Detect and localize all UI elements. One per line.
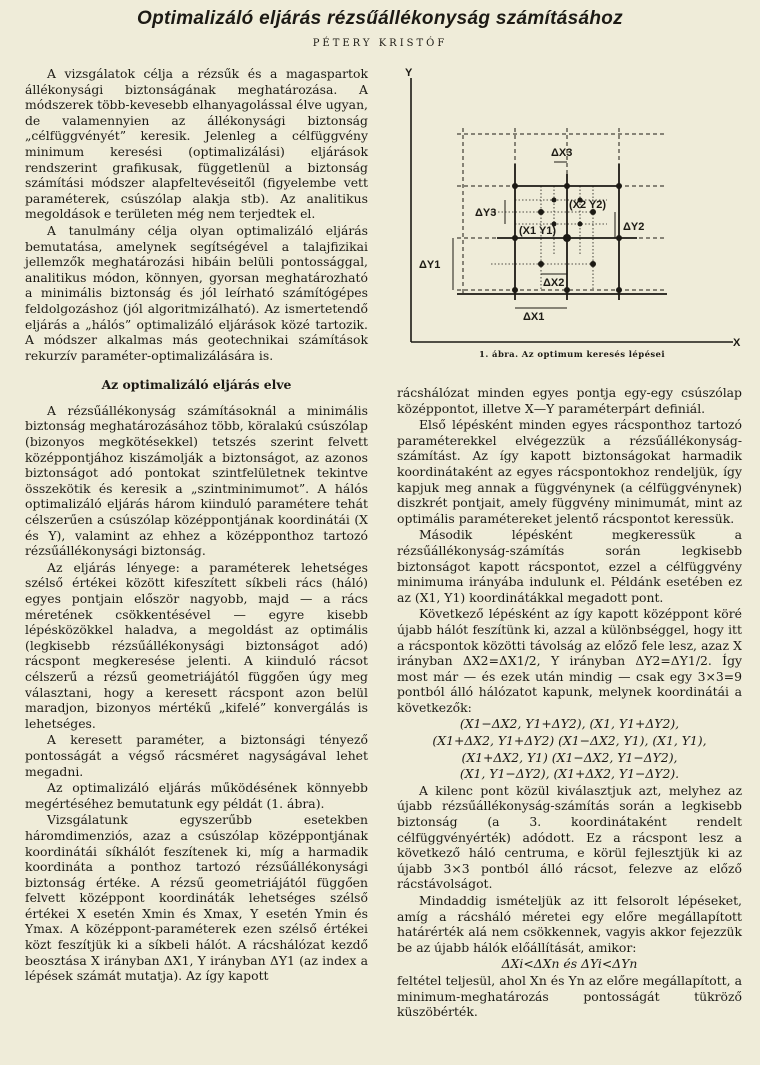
point-2-label: (X2 Y2) bbox=[569, 199, 607, 211]
paragraph: Az optimalizáló eljárás működésének könnyebb megértéséhez bemutatunk egy példát (1. ábra). bbox=[25, 780, 368, 811]
paragraph: Második lépésként megkeressük a rézsűállékonyság-számítás során legkisebb biztonságot kapott rácspontot, ezzel a célfüggvény minimuma irányába indulunk el. Példánk esetében ez az (X1, Y1) koordinátákkal megadott pont. bbox=[397, 527, 742, 605]
article-title: Optimalizáló eljárás rézsűállékonyság számításához bbox=[137, 8, 623, 29]
grid-diagram bbox=[397, 64, 747, 349]
paragraph: feltétel teljesül, ahol Xn és Yn az előre megállapított, a minimum-meghatározás pontosságát tükröző küszöbérték. bbox=[397, 972, 742, 1020]
dy3-label: ΔY3 bbox=[475, 207, 497, 219]
dy1-label: ΔY1 bbox=[419, 259, 441, 271]
paragraph: Első lépésként minden egyes rácsponthoz tartozó paraméterekkel elvégezzük a rézsűállékonyság-számítást. Az így kapott biztonságokat harmadik koordinátaként az egyes rácspontokhoz rendeljük, így kapjuk meg annak a függvénynek (a célfüggvénynek) diszkrét pontjait, amely függvény minimumát, mint az optimális paramétereket jelentő rácspontot keressük. bbox=[397, 417, 742, 526]
dy2-label: ΔY2 bbox=[623, 221, 645, 233]
formula-line: (X1+ΔX2, Y1) (X1−ΔX2, Y1−ΔY2), bbox=[461, 749, 678, 765]
figure-1 bbox=[397, 64, 747, 370]
figure-caption: 1. ábra. Az optimum keresés lépései bbox=[479, 350, 665, 360]
point-1-label: (X1 Y1) bbox=[519, 225, 557, 237]
paragraph: Vizsgálatunk egyszerűbb esetekben háromdimenziós, azaz a csúszólap középpontjának koordinátái síkhálót feszítenek ki, míg a harmadik koordináta a ponthoz tartozó rézsűállékonysági biztonság értéke. A rézsű geometriájától függően felvett középpont koordináták lehetséges szélső értékei X esetén Xmin és Xmax, Y esetén Ymin és Ymax. A középpont-paraméterek ezen szélső értékei közt feszítjük ki a síkbeli hálót. A rácshálózat kezdő beosztása X irányban ΔX1, Y irányban ΔY1 (az index a lépések számát mutatja). Az így kapott bbox=[25, 812, 368, 984]
left-column bbox=[25, 66, 368, 984]
paragraph: rácshálózat minden egyes pontja egy-egy csúszólap középpontot, illetve X—Y paraméterpárt definiál. bbox=[397, 385, 742, 416]
formula-line: (X1, Y1−ΔY2), (X1+ΔX2, Y1−ΔY2). bbox=[459, 766, 680, 782]
condition-formula: ΔXi<ΔXn és ΔYi<ΔYn bbox=[501, 956, 638, 972]
dx1-label: ΔX1 bbox=[523, 311, 545, 323]
formula-line: (X1−ΔX2, Y1+ΔY2), (X1, Y1+ΔY2), bbox=[459, 716, 680, 732]
paragraph: Az eljárás lényege: a paraméterek lehetséges szélső értékei között kifeszített síkbeli rács (háló) egyes pontjain először nagyobb, majd — a rács méretének csökkentésével — egyre kisebb lépésközökkel haladva, a megoldást az optimális (legkisebb rézsűállékonysági biztonságot adó) rácspont megkeresése jelenti. A kiinduló rácsot célszerű a rézsű geometriájától függően úgy meg választani, hogy a keresett rácspont azon belül maradjon, bizonyos mértékű „kifelé” konvergálás is lehetséges. bbox=[25, 559, 368, 731]
author-name: PÉTERY KRISTÓF bbox=[312, 38, 448, 49]
x-axis-label: X bbox=[733, 337, 741, 349]
formula-line: (X1+ΔX2, Y1+ΔY2) (X1−ΔX2, Y1), (X1, Y1), bbox=[432, 733, 707, 749]
paragraph: A vizsgálatok célja a rézsűk és a magaspartok állékonysági biztonságának meghatározása. A módszerek több-kevesebb elhanyagolással élve ugyan, de valamennyien az állékonysági biztonság „célfüggvényét” keresik. Jelenleg a célfüggvény minimum keresési (optimalizálási) eljárások rendszerint grafikusak, függetlenül a biztonság számítási módszer alapfeltevéseitől (figyelembe vett paraméterek, csúszólap alakja stb). Az analitikus megoldások e területen még nem terjedtek el. bbox=[25, 66, 368, 222]
dx3-label: ΔX3 bbox=[551, 147, 573, 159]
paragraph: A tanulmány célja olyan optimalizáló eljárás bemutatása, amelynek segítségével a talajfizikai jellemzők meghatározási hibáin belüli pontossággal, analitikus módon, könnyen, gyorsan meghatározható a minimális biztonság és jól leírható számítógépes feldolgozáshoz (jól algoritmizálható). Az ismertetendő eljárás a „hálós” optimalizáló eljárások közé tartozik. A módszer alkalmas más geotechnikai számítások rekurzív paraméter-optimalizálására is. bbox=[25, 222, 368, 363]
paragraph: Következő lépésként az így kapott középpont köré újabb hálót feszítünk ki, azzal a különbséggel, hogy itt a rácspontok közötti távolság az előző fele lesz, azaz X irányban ΔX2=ΔX1/2, Y irányban ΔY2=ΔY1/2. Így most már — és ezek után mindig — csak egy 3×3=9 pontból álló hálózatot kapunk, melynek koordinátái a következők: bbox=[397, 606, 742, 715]
paragraph: Mindaddig ismételjük az itt felsorolt lépéseket, amíg a rácsháló méretei egy előre megállapított határérték alá nem csökkennek, vagyis akkor fejezzük be az újabb hálók előállítását, amikor: bbox=[397, 893, 742, 955]
paragraph: A rézsűállékonyság számításoknál a minimális biztonság meghatározásához több, köralakú csúszólap (bizonyos megkötésekkel) tetszés szerint felvett középpontjához kiszámolják a biztonságot, az azonos biztonságot adó pontokat szintfelületnek tekintve összekötik és keresik a „szintminimumot”. A hálós optimalizáló eljárás három kiinduló paramétere tehát célszerűen a csúszólap középpontjának koordinátái (X és Y), valamint az ehhez a középponthoz tartozó rézsűállékonysági biztonság. bbox=[25, 402, 368, 559]
paragraph: A keresett paraméter, a biztonsági tényező pontosságát a végső rácsméret nagyságával lehet megadni. bbox=[25, 732, 368, 779]
dx2-label: ΔX2 bbox=[543, 277, 565, 289]
y-axis-label: Y bbox=[405, 67, 413, 79]
section-heading: Az optimalizáló eljárás elve bbox=[101, 377, 292, 393]
right-column bbox=[397, 385, 742, 1020]
paragraph: A kilenc pont közül kiválasztjuk azt, melyhez az újabb rézsűállékonyság-számítás során a legkisebb biztonság (a 3. koordinátaként rendelt célfüggvényérték) adódott. Ez a rácspont lesz a következő háló centruma, e körül fejlesztjük ki az újabb 3×3 pontból álló rácsot, felezve az előző rácstávolságot. bbox=[397, 782, 742, 892]
